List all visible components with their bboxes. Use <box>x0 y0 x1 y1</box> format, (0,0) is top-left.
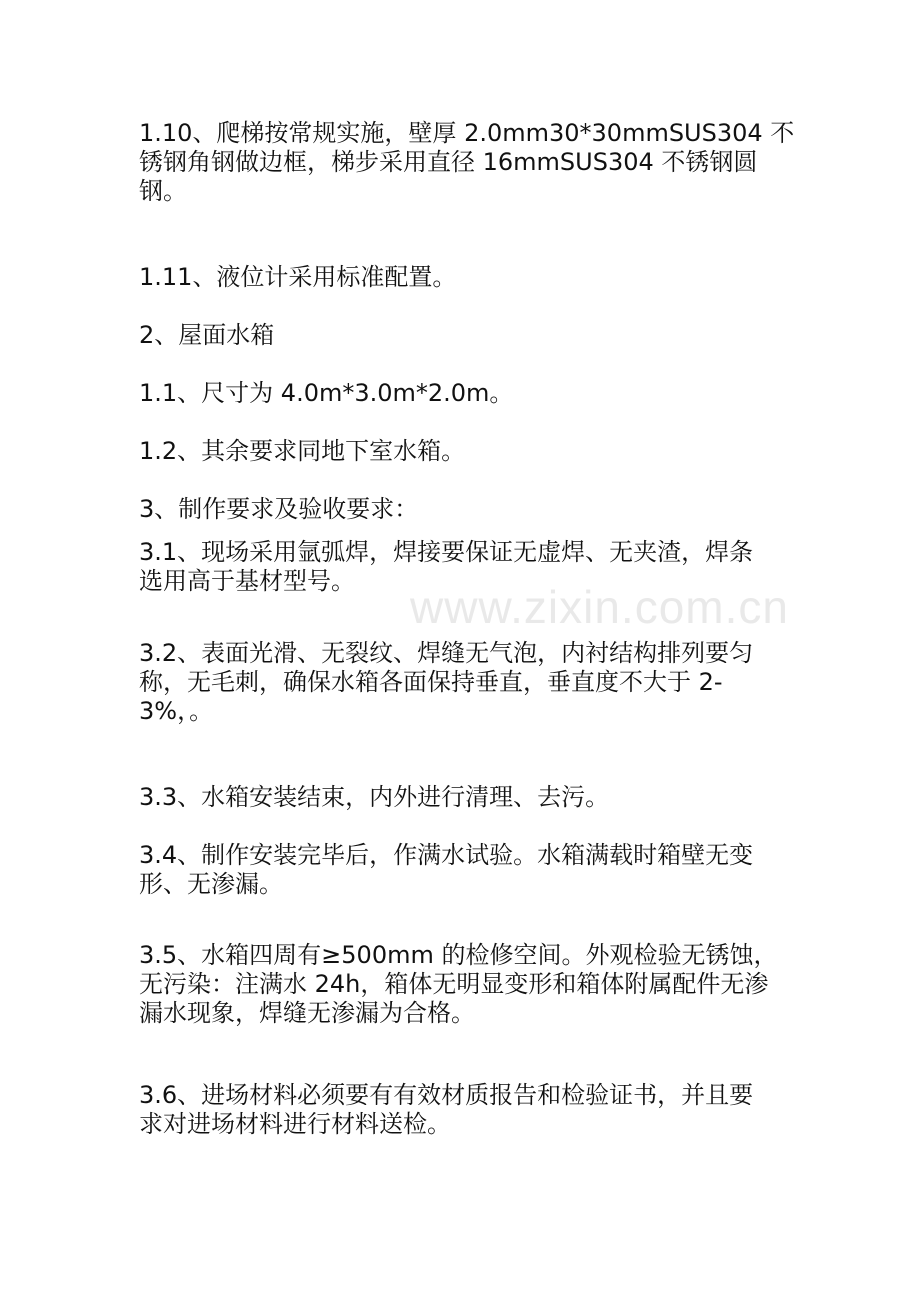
text-line: 1.10、爬梯按常规实施，壁厚 2.0mm30*30mmSUS304 不 <box>139 119 795 147</box>
paragraph-1-1 <box>139 379 779 408</box>
text-line: 形、无渗漏。 <box>139 870 283 898</box>
text-line: 漏水现象，焊缝无渗漏为合格。 <box>139 999 475 1027</box>
text-line: 1.1、尺寸为 4.0m*3.0m*2.0m。 <box>139 379 514 407</box>
text-line: 锈钢角钢做边框，梯步采用直径 16mmSUS304 不锈钢圆 <box>139 148 758 176</box>
section-heading-2 <box>139 321 779 350</box>
paragraph-3-1 <box>139 538 779 596</box>
text-line: 2、屋面水箱 <box>139 321 275 349</box>
text-line: 3、制作要求及验收要求： <box>139 495 419 523</box>
text-line: 无污染：注满水 24h，箱体无明显变形和箱体附属配件无渗 <box>139 970 769 998</box>
paragraph-3-3 <box>139 783 779 812</box>
paragraph-3-2 <box>139 639 779 726</box>
section-heading-3 <box>139 495 779 524</box>
paragraph-1-2 <box>139 437 779 466</box>
text-line: 选用高于基材型号。 <box>139 567 355 595</box>
text-line: 3.2、表面光滑、无裂纹、焊缝无气泡，内衬结构排列要匀 <box>139 639 754 667</box>
text-line: 1.2、其余要求同地下室水箱。 <box>139 437 466 465</box>
paragraph-1-10 <box>139 119 795 206</box>
paragraph-3-4 <box>139 841 779 899</box>
text-line: 3.4、制作安装完毕后，作满水试验。水箱满载时箱壁无变 <box>139 841 754 869</box>
text-line: 3.5、水箱四周有≥500mm 的检修空间。外观检验无锈蚀， <box>139 941 778 969</box>
text-line: 称，无毛刺，确保水箱各面保持垂直，垂直度不大于 2- <box>139 668 723 696</box>
text-line: 3.3、水箱安装结束，内外进行清理、去污。 <box>139 783 610 811</box>
text-line: 钢。 <box>139 177 187 205</box>
text-line: 3%，。 <box>139 697 214 725</box>
text-line: 求对进场材料进行材料送检。 <box>139 1110 451 1138</box>
text-line: 3.6、进场材料必须要有有效材质报告和检验证书，并且要 <box>139 1081 754 1109</box>
text-line: 1.11、液位计采用标准配置。 <box>139 263 457 291</box>
paragraph-3-6 <box>139 1081 779 1139</box>
text-line: 3.1、现场采用氩弧焊，焊接要保证无虚焊、无夹渣，焊条 <box>139 538 754 566</box>
paragraph-1-11 <box>139 263 779 292</box>
paragraph-3-5 <box>139 941 779 1028</box>
watermark: www.zixin.com.cn <box>410 581 789 633</box>
